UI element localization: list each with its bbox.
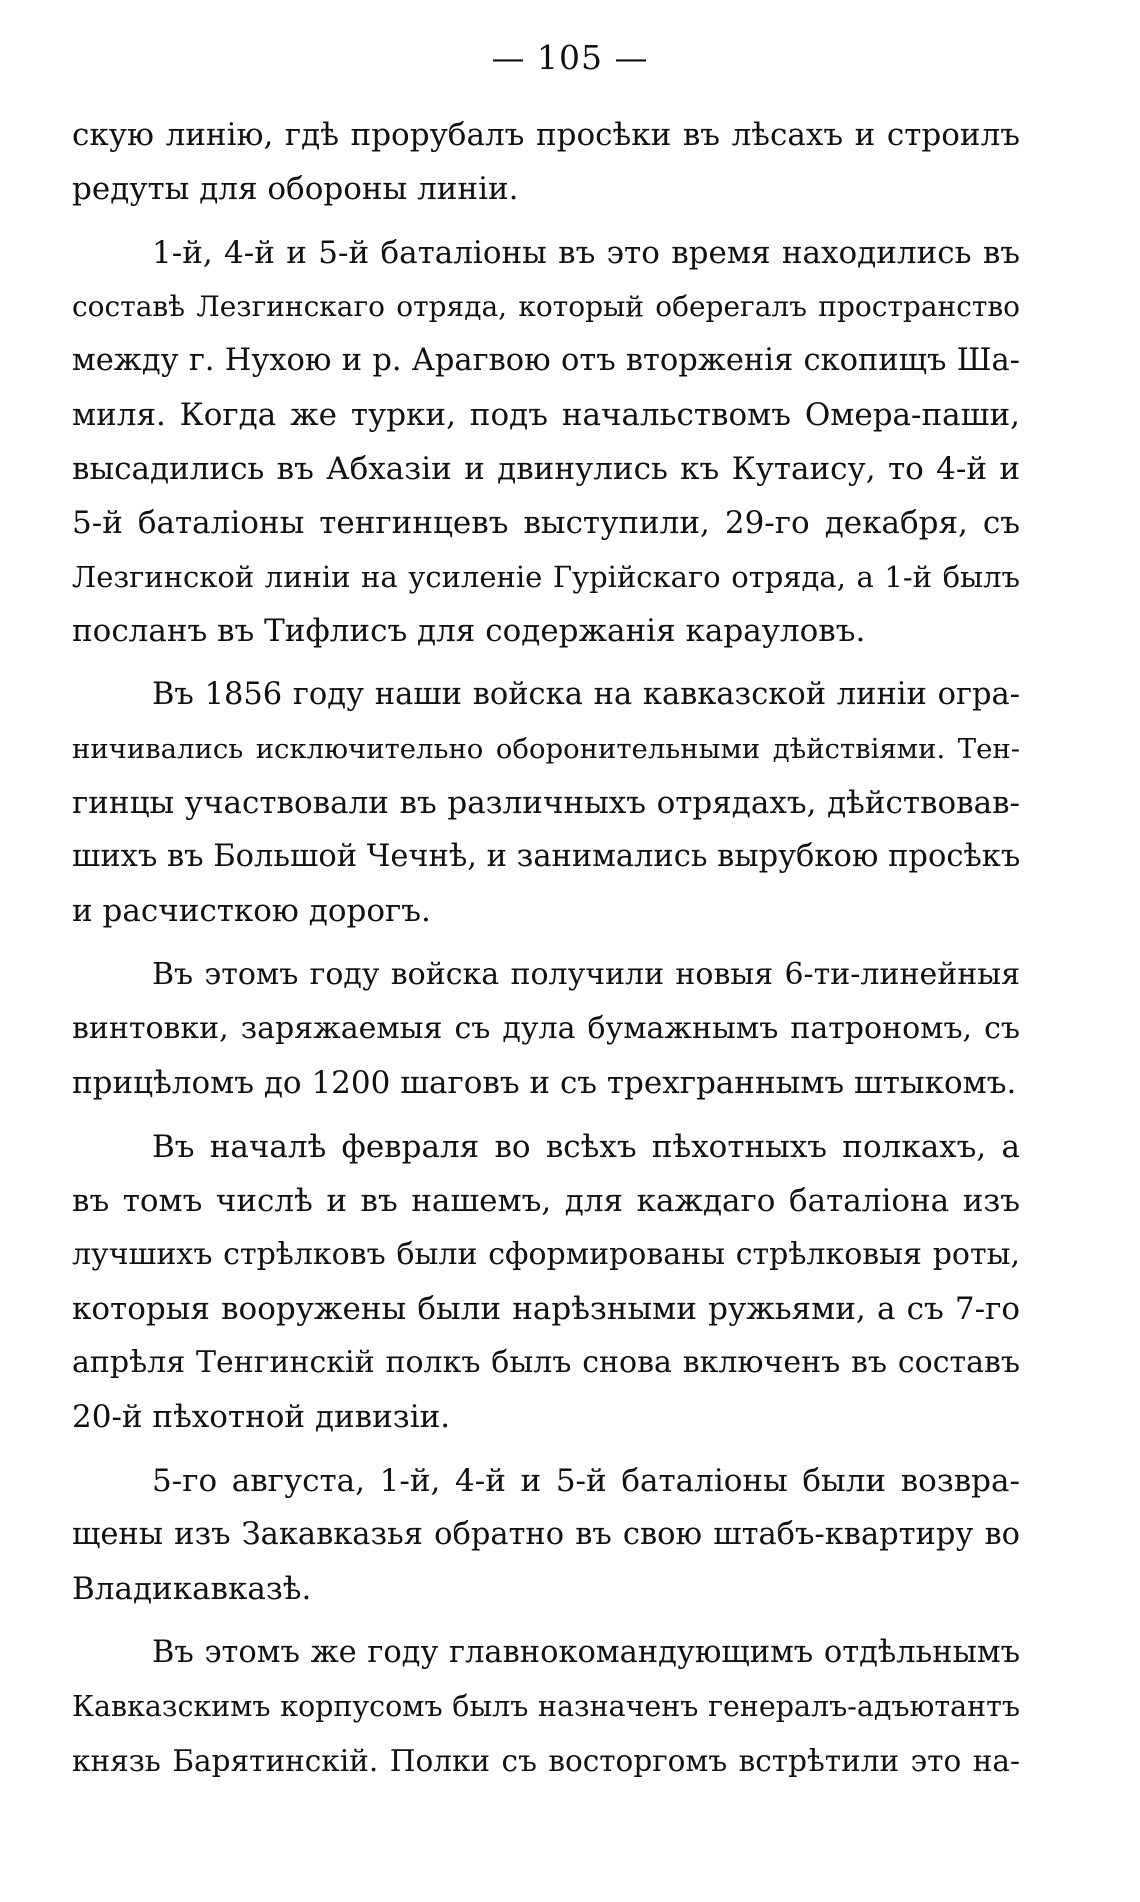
text-line: и расчисткою дорогъ. [72,893,431,929]
text-line: Въ этомъ же году главнокомандующимъ отдѣльнымъ [152,1635,1020,1670]
text-line: скую линію, гдѣ прорубалъ просѣки въ лѣсахъ и строилъ [72,117,1020,153]
text-line: 1-й, 4-й и 5-й баталіоны въ это время находились въ [152,235,1020,271]
text-line: которыя вооружены были нарѣзными ружьями, а съ 7-го [72,1291,1020,1327]
text-line: гинцы участвовали въ различныхъ отрядахъ, дѣйствовав- [72,785,1020,821]
text-line: шихъ въ Большой Чечнѣ, и занимались вырубкою просѣкъ [72,839,1021,874]
text-line: редуты для обороны линіи. [72,171,519,207]
text-line: Владикавказѣ. [72,1571,312,1607]
text-line: миля. Когда же турки, подъ начальствомъ Омера-паши, [72,397,1020,433]
text-line: посланъ въ Тифлисъ для содержанія карауловъ. [72,613,866,649]
text-line: Въ этомъ году войска получили новыя 6-ти-линейныя [152,957,1020,992]
text-line: апрѣля Тенгинскій полкъ былъ снова включенъ въ составъ [72,1345,1020,1380]
text-line: Лезгинской линіи на усиленіе Гурійскаго отряда, а 1-й былъ [72,560,1020,594]
text-line: составѣ Лезгинскаго отряда, который оберегалъ пространство [72,290,1020,323]
text-line: князь Барятинскій. Полки съ восторгомъ встрѣтили это на- [72,1744,1020,1778]
text-line: Въ 1856 году наши войска на кавказской линіи огра- [152,677,1020,712]
text-line: въ томъ числѣ и въ нашемъ, для каждаго баталіона изъ [72,1183,1020,1219]
text-line: 5-го августа, 1-й, 4-й и 5-й баталіоны были возвра- [152,1463,1020,1499]
text-line: щены изъ Закавказья обратно въ свою штабъ-квартиру во [72,1517,1020,1552]
text-line: Въ началѣ февраля во всѣхъ пѣхотныхъ полкахъ, а [152,1129,1020,1165]
text-line: 20-й пѣхотной дивизіи. [72,1399,451,1435]
text-line: между г. Нухою и р. Арагвою отъ вторженія скопищъ Ша- [72,343,1020,378]
text-line: 5-й баталіоны тенгинцевъ выступили, 29-го декабря, съ [72,505,1020,541]
page-number: — 105 — [491,38,649,77]
text-line: лучшихъ стрѣлковъ были сформированы стрѣлковыя роты, [72,1237,1020,1272]
page-text-body [72,108,1020,1788]
text-line: высадились въ Абхазіи и двинулись къ Кутаису, то 4-й и [72,451,1020,487]
text-line: прицѣломъ до 1200 шаговъ и съ трехграннымъ штыкомъ. [72,1065,1017,1101]
text-line: ничивались исключительно оборонительными дѣйствіями. Тен- [72,733,1020,765]
text-line: Кавказскимъ корпусомъ былъ назначенъ генералъ-адъютантъ [72,1690,1020,1723]
text-line: винтовки, заряжаемыя съ дула бумажнымъ патрономъ, съ [72,1011,1020,1046]
